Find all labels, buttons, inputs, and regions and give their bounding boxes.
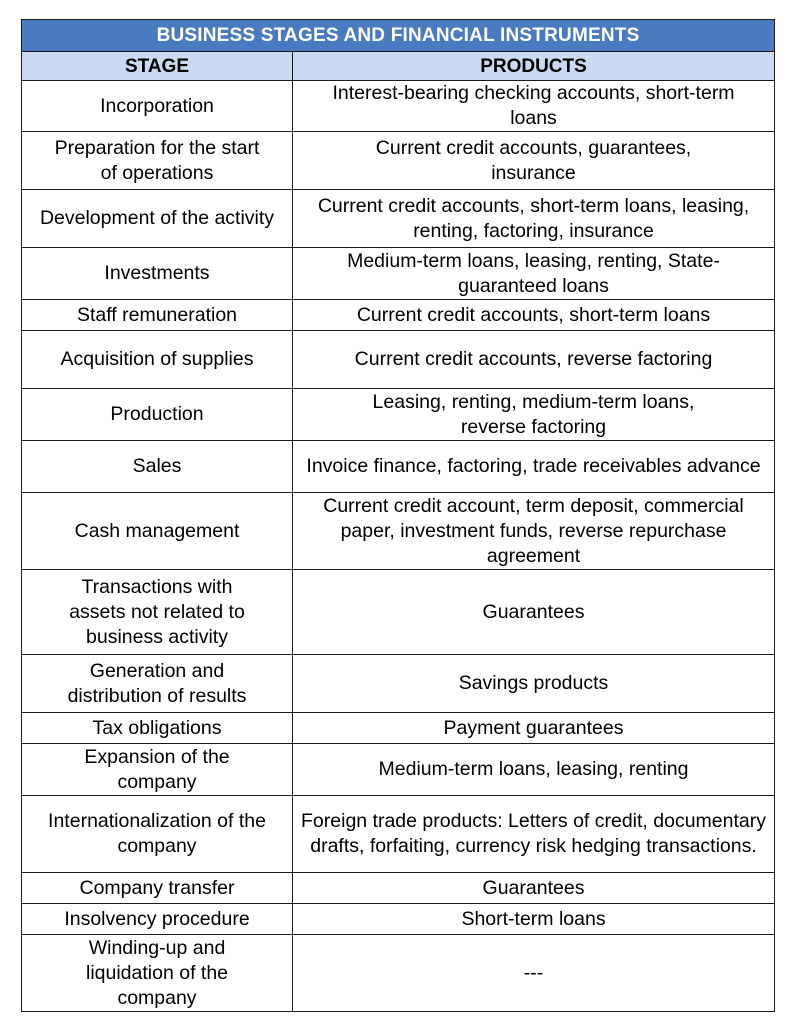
table-row — [22, 81, 775, 132]
table-row — [22, 389, 775, 441]
stage-cell: Sales — [22, 441, 293, 493]
stage-cell: Expansion of the company — [22, 744, 293, 796]
products-cell: Current credit accounts, guarantees, insurance — [293, 132, 775, 190]
products-cell: Short-term loans — [293, 904, 775, 935]
table-row — [22, 331, 775, 389]
products-cell: Medium-term loans, leasing, renting, State-guaranteed loans — [293, 248, 775, 300]
table-title: BUSINESS STAGES AND FINANCIAL INSTRUMENTS — [22, 20, 775, 52]
products-cell: Invoice finance, factoring, trade receivables advance — [293, 441, 775, 493]
table-row — [22, 190, 775, 248]
table-row — [22, 493, 775, 570]
stage-cell: Internationalization of the company — [22, 796, 293, 873]
stage-cell: Transactions with assets not related to business activity — [22, 570, 293, 655]
table-row — [22, 873, 775, 904]
stage-cell: Staff remuneration — [22, 300, 293, 331]
stage-cell: Cash management — [22, 493, 293, 570]
business-stages-table — [21, 19, 774, 1012]
table-row — [22, 300, 775, 331]
stage-cell: Incorporation — [22, 81, 293, 132]
stage-cell: Insolvency procedure — [22, 904, 293, 935]
products-cell: Interest-bearing checking accounts, short-term loans — [293, 81, 775, 132]
table-row — [22, 441, 775, 493]
products-cell: Leasing, renting, medium-term loans, reverse factoring — [293, 389, 775, 441]
products-cell: Current credit account, term deposit, commercial paper, investment funds, reverse repurchase agreement — [293, 493, 775, 570]
products-cell: Guarantees — [293, 873, 775, 904]
products-column-header: PRODUCTS — [293, 52, 775, 81]
stage-cell: Company transfer — [22, 873, 293, 904]
stage-cell: Tax obligations — [22, 713, 293, 744]
table-row — [22, 744, 775, 796]
products-cell: Savings products — [293, 655, 775, 713]
stage-cell: Investments — [22, 248, 293, 300]
table-row — [22, 713, 775, 744]
table-row — [22, 655, 775, 713]
stage-column-header: STAGE — [22, 52, 293, 81]
header-row — [22, 52, 775, 81]
products-cell: Guarantees — [293, 570, 775, 655]
products-cell: Foreign trade products: Letters of credit, documentary drafts, forfaiting, currency risk hedging transactions. — [293, 796, 775, 873]
stages-table — [21, 19, 775, 1012]
table-row — [22, 904, 775, 935]
products-cell: Current credit accounts, reverse factoring — [293, 331, 775, 389]
table-row — [22, 935, 775, 1012]
title-row — [22, 20, 775, 52]
products-cell: Current credit accounts, short-term loans — [293, 300, 775, 331]
stage-cell: Generation and distribution of results — [22, 655, 293, 713]
products-cell: Current credit accounts, short-term loans, leasing, renting, factoring, insurance — [293, 190, 775, 248]
stage-cell: Acquisition of supplies — [22, 331, 293, 389]
table-row — [22, 570, 775, 655]
stage-cell: Winding-up and liquidation of the company — [22, 935, 293, 1012]
stage-cell: Preparation for the start of operations — [22, 132, 293, 190]
stage-cell: Production — [22, 389, 293, 441]
products-cell: --- — [293, 935, 775, 1012]
table-row — [22, 248, 775, 300]
products-cell: Payment guarantees — [293, 713, 775, 744]
products-cell: Medium-term loans, leasing, renting — [293, 744, 775, 796]
table-row — [22, 132, 775, 190]
stage-cell: Development of the activity — [22, 190, 293, 248]
table-row — [22, 796, 775, 873]
